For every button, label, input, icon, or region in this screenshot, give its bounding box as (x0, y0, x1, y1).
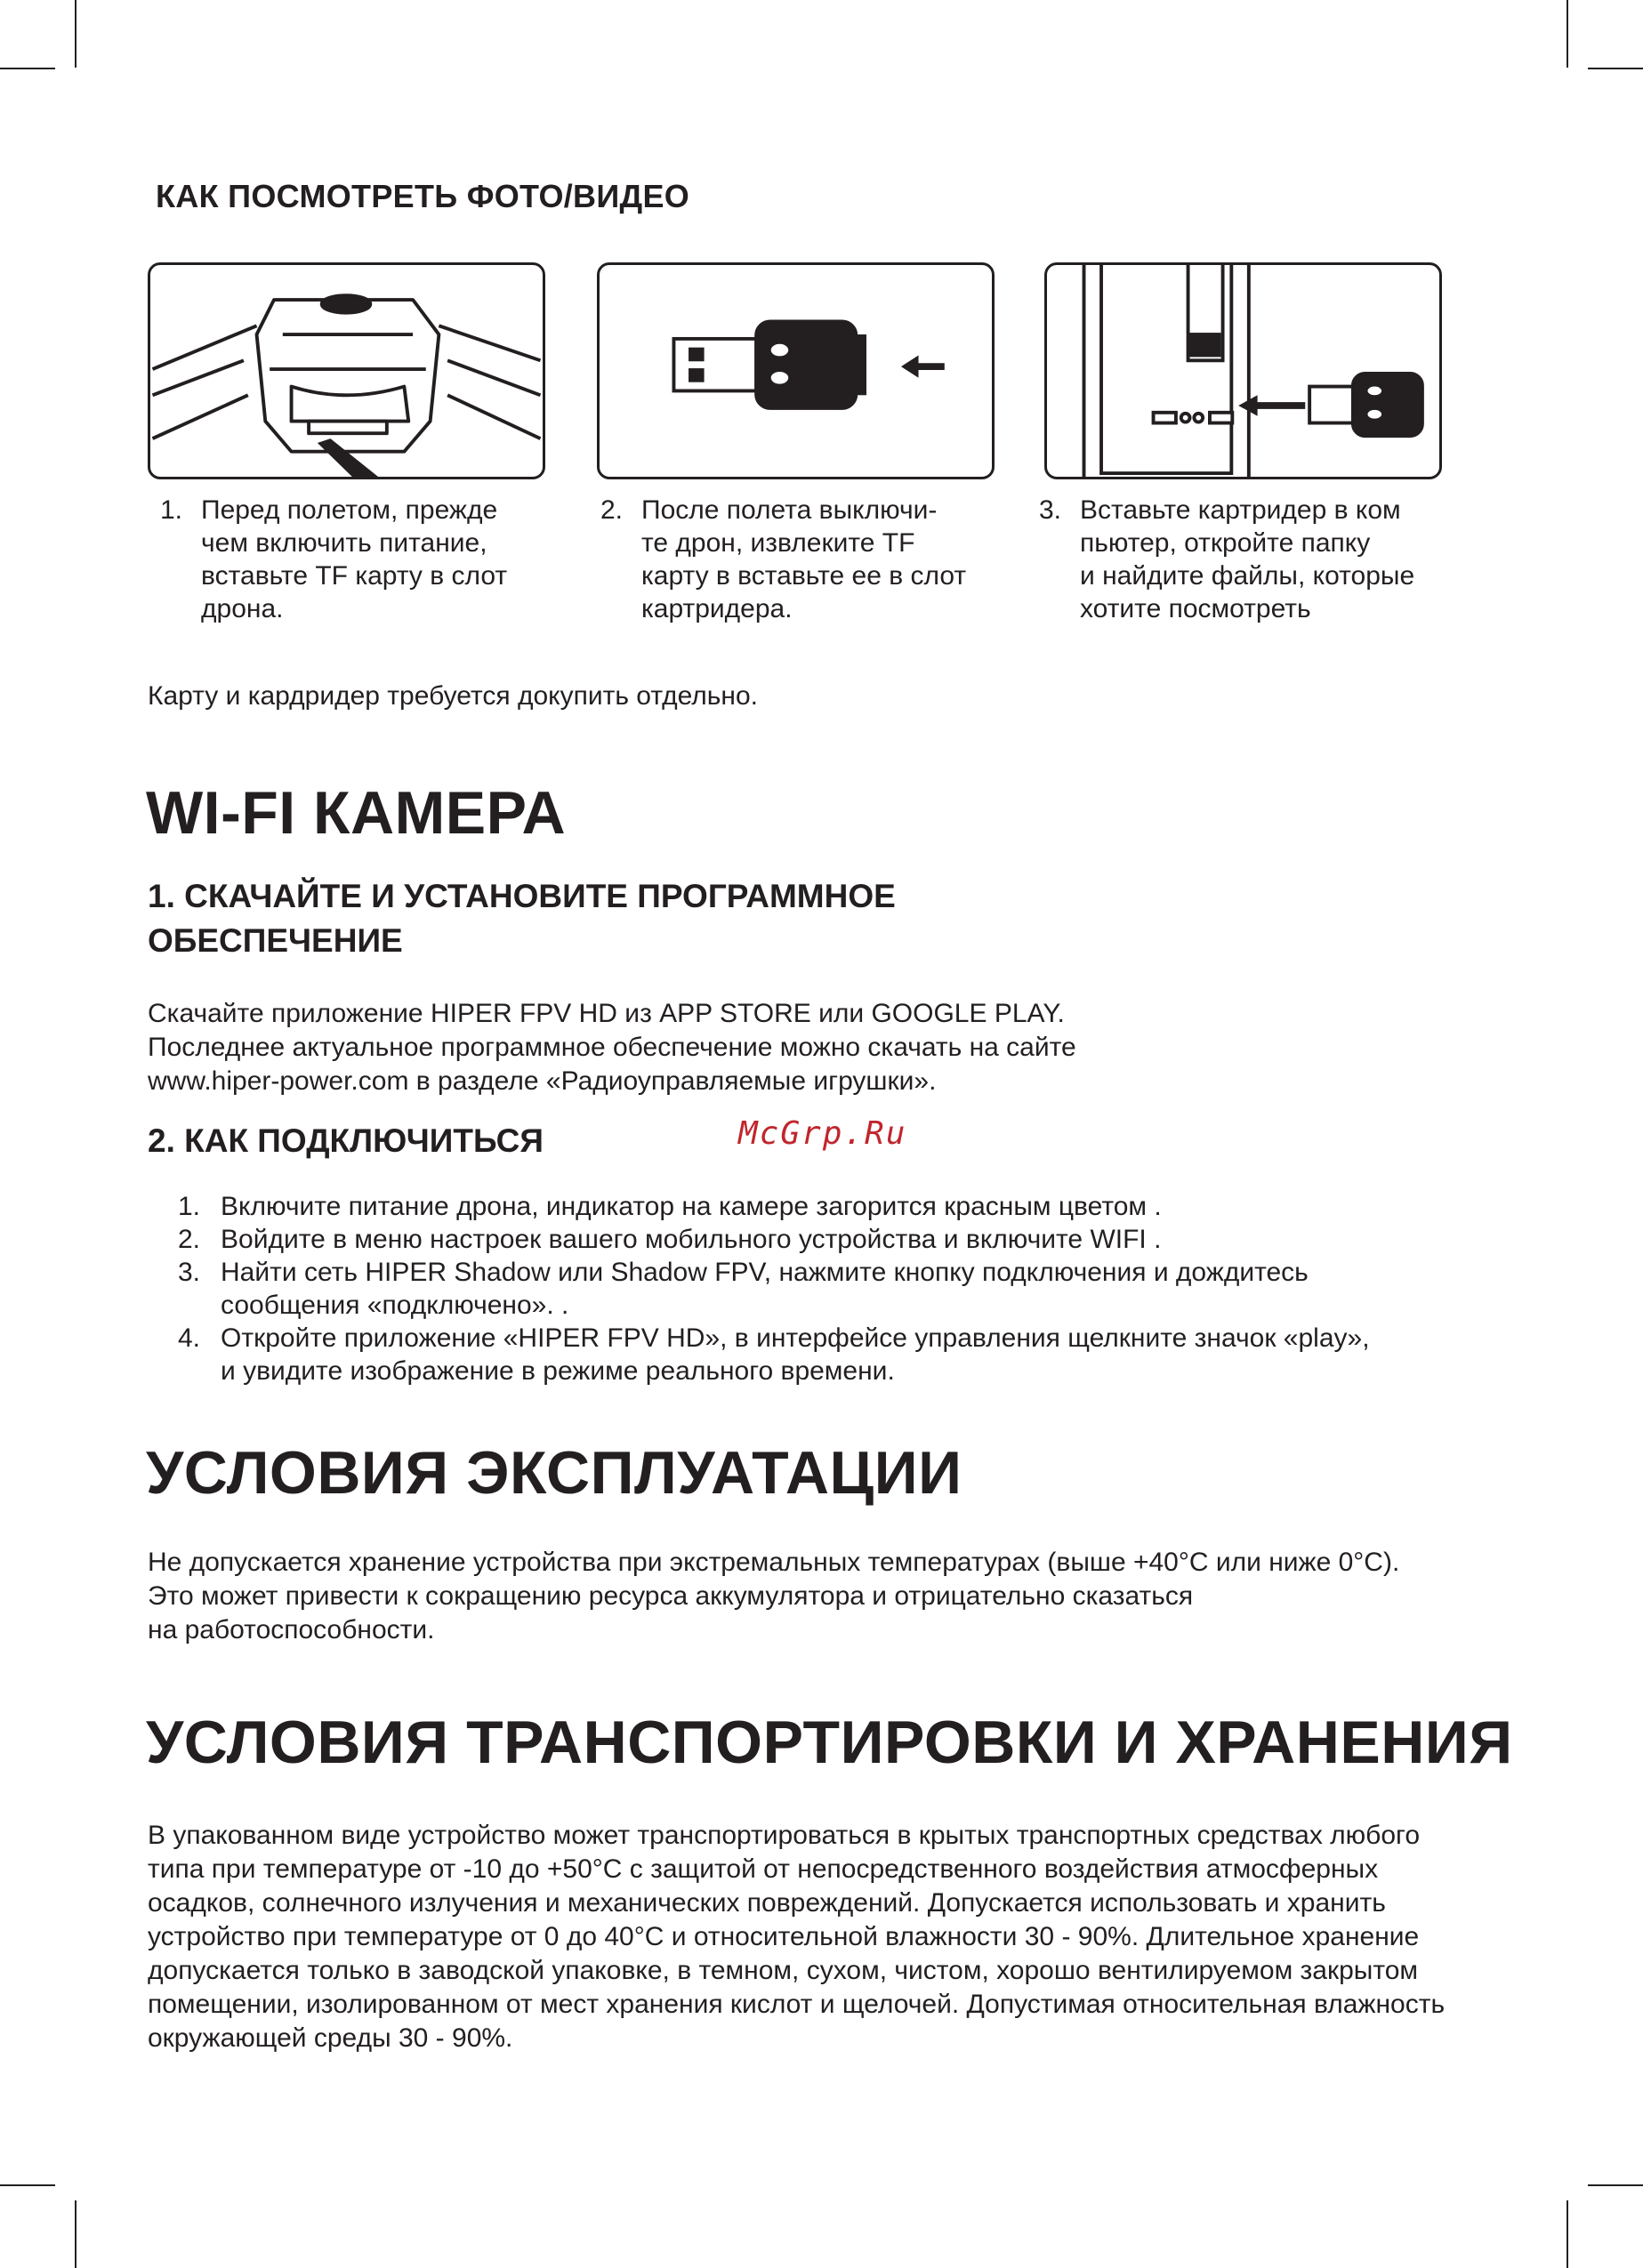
item-text: Войдите в меню настроек вашего мобильного устройства и включите WIFI . (221, 1225, 1162, 1254)
photo-step-1 (160, 494, 552, 625)
crop-mark (0, 2184, 55, 2186)
illustration-panel-3 (1044, 262, 1442, 479)
illustration-panel-1 (148, 262, 545, 479)
item-text-cont: и увидите изображение в режиме реального времени. (221, 1356, 895, 1386)
wifi-subtitle-install (148, 874, 896, 963)
wifi-title: WI-FI КАМЕРА (146, 779, 567, 847)
connect-steps (178, 1190, 1494, 1387)
crop-mark (1588, 2184, 1643, 2186)
list-item (178, 1256, 1494, 1322)
usage-title: УСЛОВИЯ ЭКСПЛУАТАЦИИ (146, 1439, 962, 1507)
paragraph-line: на работоспособности. (148, 1615, 435, 1645)
list-item (178, 1223, 1494, 1256)
photo-section-title: КАК ПОСМОТРЕТЬ ФОТО/ВИДЕО (156, 178, 690, 214)
illustration-panel-2 (597, 262, 995, 479)
paragraph-line: помещении, изолированном от мест хранения кислот и щелочей. Допустимая относительная влажность (148, 1990, 1446, 2019)
paragraph-line: окружающей среды 30 - 90%. (148, 2023, 513, 2053)
photo-note: Карту и кардридер требуется докупить отдельно. (148, 681, 758, 711)
crop-mark (75, 0, 77, 68)
paragraph-line: допускается только в заводской упаковке, в темном, сухом, чистом, хорошо вентилируемом закрытом (148, 1956, 1419, 1985)
item-text-cont: сообщения «подключено». . (221, 1291, 569, 1320)
item-text: Откройте приложение «HIPER FPV HD», в интерфейсе управления щелкните значок «play», (221, 1323, 1370, 1353)
crop-mark (75, 2200, 77, 2268)
photo-step-2 (600, 494, 992, 625)
paragraph-line: В упакованном виде устройство может транспортироваться в крытых транспортных средствах любого (148, 1821, 1421, 1850)
list-item (178, 1190, 1494, 1223)
wifi-subtitle-connect: 2. КАК ПОДКЛЮЧИТЬСЯ (148, 1122, 544, 1159)
paragraph-line: устройство при температуре от 0 до 40°С и относительной влажности 30 - 90%. Длительное хранение (148, 1922, 1420, 1951)
photo-step-3 (1039, 494, 1430, 625)
step-text: После полета выключи- те дрон, извлеките TF карту в вставьте ее в слот картридера. (641, 495, 967, 623)
usage-paragraph (148, 1546, 1399, 1647)
item-text: Найти сеть HIPER Shadow или Shadow FPV, нажмите кнопку подключения и дождитесь (221, 1258, 1309, 1287)
list-item (178, 1322, 1494, 1387)
paragraph-line: Последнее актуальное программное обеспечение можно скачать на сайте (148, 1033, 1076, 1062)
paragraph-line: Это может привести к сокращению ресурса аккумулятора и отрицательно сказаться (148, 1581, 1194, 1611)
computer-port-icon (1047, 265, 1439, 477)
crop-mark (0, 68, 55, 69)
step-text: Вставьте картридер в ком пьютер, откройте папку и найдите файлы, которые хотите посмотреть (1080, 495, 1415, 623)
crop-mark (1588, 68, 1643, 69)
step-text: Перед полетом, прежде чем включить питание, вставьте TF карту в слот дрона. (201, 495, 508, 623)
subtitle-line: 1. СКАЧАЙТЕ И УСТАНОВИТЕ ПРОГРАММНОЕ (148, 878, 896, 914)
watermark: McGrp.Ru (738, 1115, 907, 1152)
paragraph-line: осадков, солнечного излучения и механических повреждений. Допускается использовать и хранить (148, 1888, 1386, 1918)
step-number: 1. (160, 495, 183, 525)
item-number: 1. (178, 1192, 201, 1221)
item-number: 4. (178, 1323, 201, 1353)
drone-tf-slot-icon (150, 265, 543, 477)
step-number: 3. (1039, 495, 1062, 525)
item-text: Включите питание дрона, индикатор на камере загорится красным цветом . (221, 1192, 1162, 1221)
wifi-paragraph (148, 997, 1076, 1098)
crop-mark (1566, 0, 1568, 68)
item-number: 2. (178, 1225, 201, 1254)
paragraph-line: Не допускается хранение устройства при экстремальных температурах (выше +40°С или ниже 0°С). (148, 1548, 1400, 1577)
subtitle-line: ОБЕСПЕЧЕНИЕ (148, 922, 403, 959)
item-number: 3. (178, 1258, 201, 1287)
transport-title: УСЛОВИЯ ТРАНСПОРТИРОВКИ И ХРАНЕНИЯ (146, 1709, 1513, 1776)
paragraph-line: типа при температуре от -10 до +50°С с защитой от непосредственного воздействия атмосферных (148, 1854, 1379, 1884)
crop-mark (1566, 2200, 1568, 2268)
step-number: 2. (600, 495, 624, 525)
paragraph-line: Скачайте приложение HIPER FPV HD из APP STORE или GOOGLE PLAY. (148, 999, 1065, 1028)
transport-paragraph (148, 1819, 1445, 2055)
card-reader-icon (600, 265, 992, 477)
paragraph-line: www.hiper-power.com в разделе «Радиоуправляемые игрушки». (148, 1066, 937, 1096)
